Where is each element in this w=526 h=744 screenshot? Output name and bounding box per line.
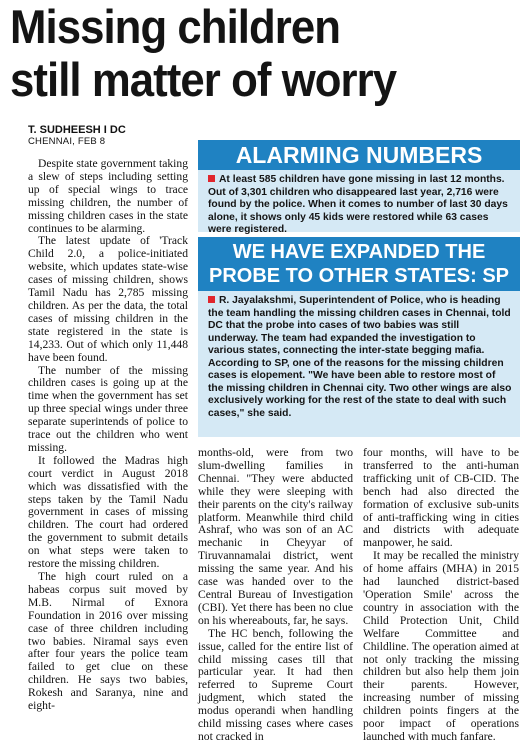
headline-line-1: Missing children (10, 0, 341, 53)
expanded-probe-box (198, 291, 520, 437)
article-paragraph: Despite state government taking a slew of steps including setting up of special wings to trace missing children, the number of missing children cases in the state continues to be alarming. (28, 157, 188, 235)
article-paragraph: The HC bench, following the issue, called for the entire list of child missing cases till that particular year. It had then referred to Supreme Court judgment, which stated the modus operandi when handling child missing cases where cases not cracked in (198, 626, 353, 743)
alarming-numbers-text: At least 585 children have gone missing in last 12 months. Out of 3,301 children who disappeared last year, 2,716 were found by the police. When it comes to number of last 30 days alone, it shows only 45 kids were restored while 63 cases were registered. (208, 174, 508, 235)
byline-dateline: CHENNAI, FEB 8 (28, 136, 106, 147)
article-paragraph: The high court ruled on a habeas corpus suit moved by M.B. Nirmal of Exnora Foundation in 2016 over missing case of three children including two babies. Niramal says even after four years the police team failed to get clue on these children. He says two babies, Rokesh and Saranya, nine and eight- (28, 570, 188, 713)
expanded-probe-text: R. Jayalakshmi, Superintendent of Police, who is heading the team handling the missing children cases in Chennai, told DC that the probe into cases of two babies was still underway. The team had expanded the investigation to various states, connecting the inter-state begging mafia. According to SP, one of the reasons for the missing children cases is elopement. "We have been able to restore most of the missing children in Chennai city. Two other wings are also exclusively working for the rest of the state to deal with such cases," she said. (208, 295, 512, 419)
alarming-numbers-header: ALARMING NUMBERS (198, 140, 520, 170)
byline-author: T. SUDHEESH I DC (28, 124, 126, 136)
article-paragraph: months-old, were from two slum-dwelling families in Chennai. "They were abducted while they were sleeping with their parents on the city's railway platform. Meanwhile third child Ashraf, who was son of an AC mechanic in Cheyyar of Tiruvannamalai district, went missing the same year. And his case was handed over to the Central Bureau of Investigation (CBI). Yet there has been no clue on his whereabouts, far, he says. (198, 446, 353, 627)
byline (28, 124, 126, 148)
article-column-2 (198, 447, 353, 744)
article-paragraph: The latest update of 'Track Child 2.0, a police-initiated website, which updates state-wise cases of missing children, shows Tamil Nadu has 2,785 missing children. As per the data, the total cases of missing children in the state registered in the state is 14,233. Out of which only 11,448 have been found. (28, 234, 188, 364)
expanded-probe-title-line-2: PROBE TO OTHER STATES: SP (208, 265, 510, 287)
article-paragraph: The number of the missing children cases is going up at the time when the government has set up three special wings under three separate superintends of police to trace out the children who went missing. (28, 363, 188, 454)
article-paragraph: It followed the Madras high court verdict in August 2018 which was dissatisfied with the steps taken by the Tamil Nadu government in cases of missing children. The court had ordered the government to submit details on what steps were taken to restore the missing children. (28, 453, 188, 571)
article-column-1 (28, 158, 188, 713)
article-column-3 (363, 447, 519, 744)
article-paragraph: four months, will have to be transferred to the anti-human trafficking unit of CB-CID. The bench had also directed the formation of exclusive sub-units of anti-trafficking wing in cities and districts with adequate manpower, he said. (363, 446, 519, 550)
alarming-numbers-box (198, 170, 520, 235)
bullet-square-icon (208, 175, 215, 182)
expanded-probe-title-line-1: WE HAVE EXPANDED THE (232, 241, 486, 263)
headline-line-2: still matter of worry (10, 53, 397, 106)
bullet-square-icon (208, 296, 215, 303)
article-paragraph: It may be recalled the ministry of home affairs (MHA) in 2015 had launched district-based 'Operation Smile' across the country in association with the Child Protection Unit, Child Welfare Committee and Childline. The operation aimed at not only tracking the missing children but also help them join their parents. However, increasing number of missing children points fingers at the poor impact of operations launched with much fanfare. (363, 549, 519, 743)
headline (10, 0, 484, 106)
expanded-probe-header (198, 237, 520, 291)
